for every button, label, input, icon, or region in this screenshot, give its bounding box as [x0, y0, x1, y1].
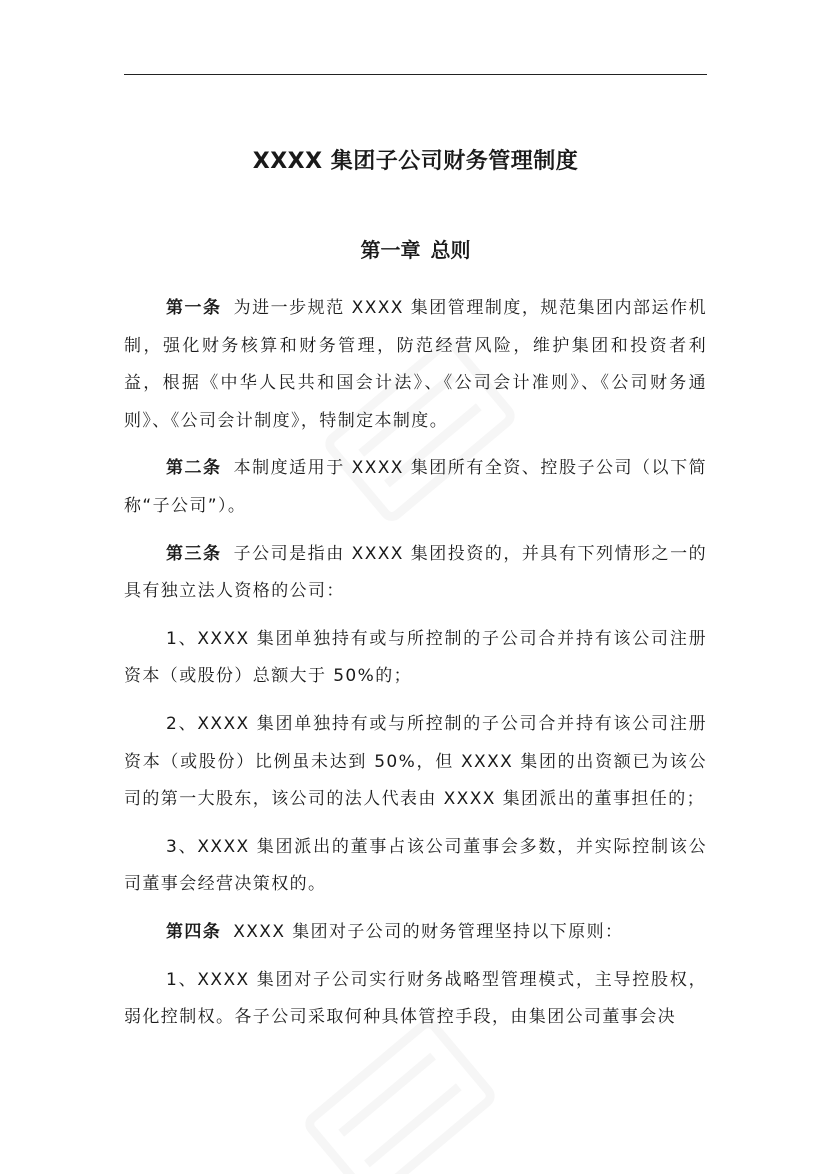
- header-rule: [124, 74, 707, 75]
- article-4-item-1: [124, 962, 707, 1037]
- document-body: [124, 290, 707, 1047]
- chapter-number: 第一章: [360, 238, 421, 262]
- article-3-item-2: [124, 706, 707, 819]
- article-heading: 第三条: [166, 543, 222, 564]
- list-item-text: 1、XXXX 集团对子公司实行财务战略型管理模式，主导控股权，弱化控制权。各子公司采取何种具体管控手段，由集团公司董事会决: [124, 969, 707, 1028]
- chapter-heading: [124, 234, 707, 266]
- article-1: [124, 290, 707, 440]
- article-2: [124, 450, 707, 525]
- document-title: XXXX 集团子公司财务管理制度: [252, 149, 579, 174]
- article-3: [124, 536, 707, 611]
- list-item-text: 1、XXXX 集团单独持有或与所控制的子公司合并持有该公司注册资本（或股份）总额大于 50%的；: [124, 628, 707, 687]
- article-heading: 第一条: [166, 298, 222, 318]
- article-text: 本制度适用于 XXXX 集团所有全资、控股子公司（以下简称“子公司”）。: [124, 458, 708, 516]
- list-item-text: 3、XXXX 集团派出的董事占该公司董事会多数，并实际控制该公司董事会经营决策权的。: [124, 836, 707, 895]
- article-text: XXXX 集团对子公司的财务管理坚持以下原则：: [233, 921, 624, 942]
- article-4: [124, 914, 707, 952]
- list-item-text: 2、XXXX 集团单独持有或与所控制的子公司合并持有该公司注册资本（或股份）比例虽未达到 50%，但 XXXX 集团的出资额已为该公司的第一大股东，该公司的法人代表由 XXXX 集团派出的董事担任的；: [124, 713, 707, 810]
- article-3-item-1: [124, 621, 707, 696]
- chapter-name: 总则: [430, 238, 471, 262]
- article-heading: 第二条: [166, 458, 222, 479]
- article-3-item-3: [124, 829, 707, 904]
- article-text: 子公司是指由 XXXX 集团投资的，并具有下列情形之一的具有独立法人资格的公司：: [124, 543, 708, 602]
- article-text: 为进一步规范 XXXX 集团管理制度，规范集团内部运作机制，强化财务核算和财务管理，防范经营风险，维护集团和投资者利益，根据《中华人民共和国会计法》、《公司会计准则》、《公司财务通则》、《公司会计制度》，特制定本制度。: [124, 298, 708, 431]
- article-heading: 第四条: [166, 921, 222, 942]
